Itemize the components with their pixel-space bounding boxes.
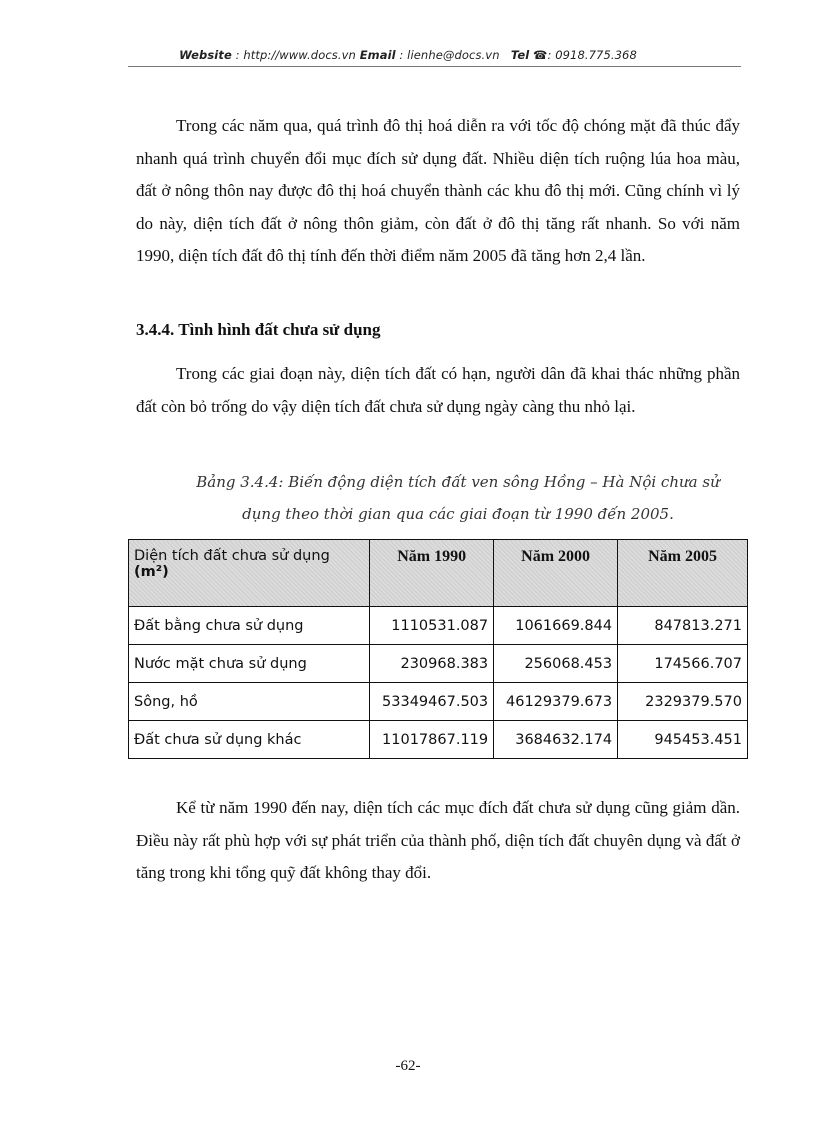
cell-value: 2329379.570 — [618, 683, 748, 721]
phone-icon: ☎ — [533, 48, 548, 62]
paragraph-conclusion: Kể từ năm 1990 đến nay, diện tích các mục đích đất chưa sử dụng cũng giảm dần. Điều này rất phù hợp với sự phát triển của thành phố, diện tích đất chuyên dụng và đất ở tăng trong khi tổng quỹ đất không thay đổi. — [136, 798, 740, 883]
table-header-row — [129, 540, 748, 607]
website-separator: : — [231, 48, 244, 62]
header-label: Diện tích đất chưa sử dụng — [134, 548, 330, 564]
unused-land-table — [128, 539, 748, 759]
header-cell-year-2000: Năm 2000 — [494, 540, 618, 607]
website-label: Website — [179, 48, 232, 62]
cell-value: 46129379.673 — [494, 683, 618, 721]
website-url[interactable]: http://www.docs.vn — [243, 48, 356, 62]
tel-value: : 0918.775.368 — [547, 48, 637, 62]
caption-line-2: dụng theo thời gian qua các giai đoạn từ 1990 đến 2005. — [242, 505, 674, 523]
header-cell-year-1990: Năm 1990 — [370, 540, 494, 607]
page-number: -62- — [395, 1058, 421, 1074]
row-label: Nước mặt chưa sử dụng — [129, 645, 370, 683]
cell-value: 11017867.119 — [370, 721, 494, 759]
paragraph-urbanization: Trong các năm qua, quá trình đô thị hoá diễn ra với tốc độ chóng mặt đã thúc đẩy nhanh quá trình chuyển đổi mục đích sử dụng đất. Nhiều diện tích ruộng lúa hoa màu, đất ở nông thôn nay được đô thị hoá chuyển thành các khu đô thị mới. Cũng chính vì lý do này, diện tích đất ở nông thôn giảm, còn đất ở đô thị tăng rất nhanh. So với năm 1990, diện tích đất đô thị tính đến thời điểm năm 2005 đã tăng hơn 2,4 lần. — [136, 116, 740, 266]
cell-value: 1110531.087 — [370, 607, 494, 645]
cell-value: 53349467.503 — [370, 683, 494, 721]
cell-value: 3684632.174 — [494, 721, 618, 759]
email-label: Email — [359, 48, 396, 62]
email-address[interactable]: lienhe@docs.vn — [407, 48, 500, 62]
cell-value: 945453.451 — [618, 721, 748, 759]
row-label: Đất chưa sử dụng khác — [129, 721, 370, 759]
row-label: Sông, hồ — [129, 683, 370, 721]
header-cell-year-2005: Năm 2005 — [618, 540, 748, 607]
table-caption — [150, 466, 766, 530]
table-row — [129, 607, 748, 645]
page-header — [0, 48, 816, 62]
cell-value: 230968.383 — [370, 645, 494, 683]
header-unit: (m²) — [134, 564, 169, 580]
table-row — [129, 721, 748, 759]
table-row — [129, 645, 748, 683]
header-cell-label — [129, 540, 370, 607]
caption-line-1: Bảng 3.4.4: Biến động diện tích đất ven sông Hồng – Hà Nội chưa sử — [196, 473, 720, 491]
cell-value: 1061669.844 — [494, 607, 618, 645]
section-heading: 3.4.4. Tình hình đất chưa sử dụng — [136, 320, 381, 339]
paragraph-unused-land: Trong các giai đoạn này, diện tích đất có hạn, người dân đã khai thác những phần đất còn bỏ trống do vậy diện tích đất chưa sử dụng ngày càng thu nhỏ lại. — [136, 364, 740, 416]
email-separator: : — [395, 48, 408, 62]
header-divider — [128, 66, 741, 67]
row-label: Đất bằng chưa sử dụng — [129, 607, 370, 645]
cell-value: 174566.707 — [618, 645, 748, 683]
tel-label: Tel — [510, 48, 530, 62]
cell-value: 847813.271 — [618, 607, 748, 645]
cell-value: 256068.453 — [494, 645, 618, 683]
table-row — [129, 683, 748, 721]
